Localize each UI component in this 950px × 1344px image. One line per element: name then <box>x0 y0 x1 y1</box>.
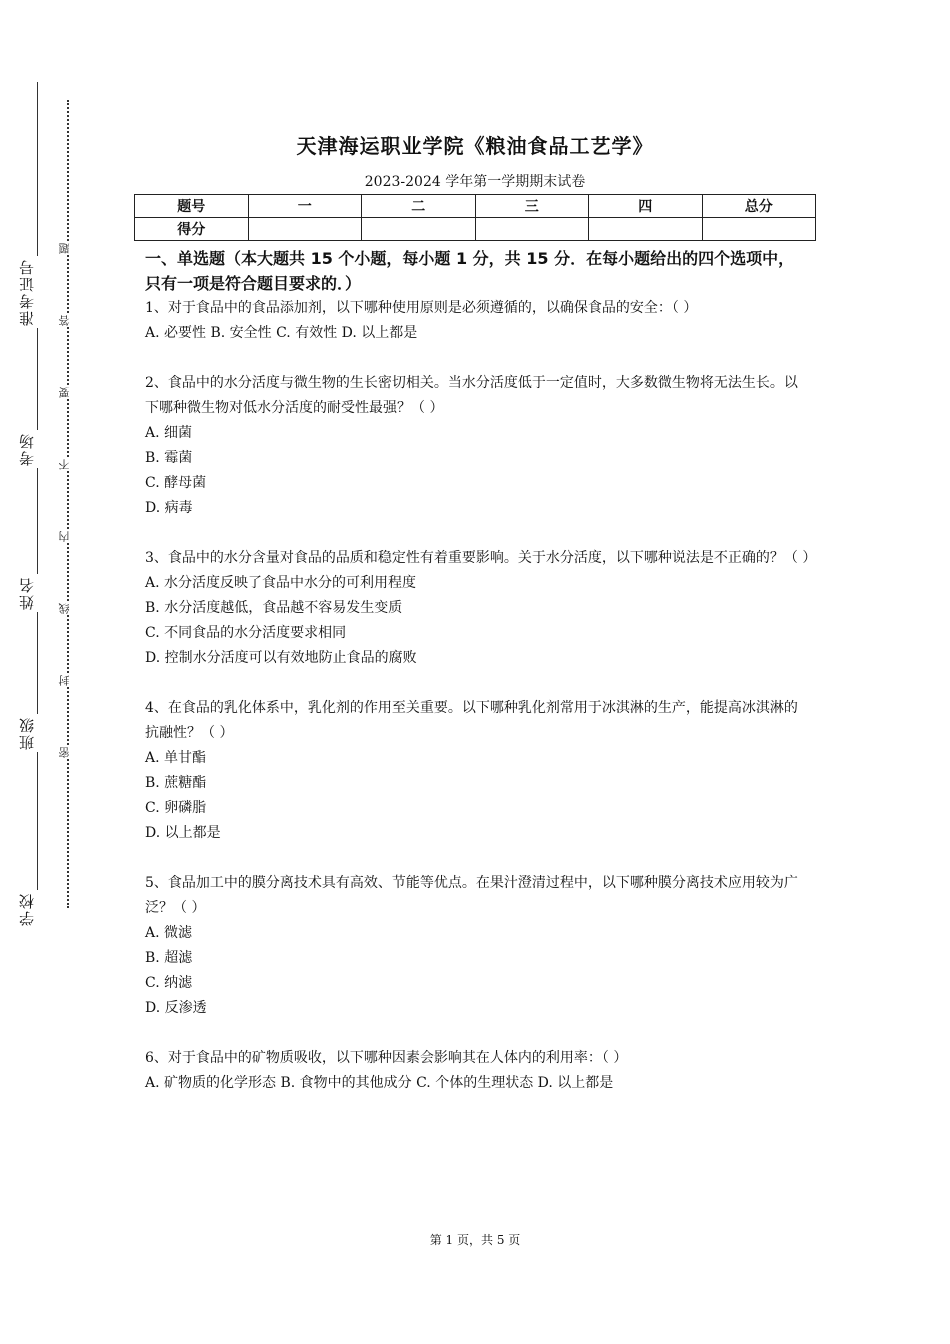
question-text: 1、对于食品中的食品添加剂，以下哪种使用原则是必须遵循的，以确保食品的安全：（ ） <box>145 300 698 316</box>
score-header-cell: 四 <box>589 195 703 218</box>
option-c: C. 酵母菌 <box>145 475 207 491</box>
option-d: D. 以上都是 <box>145 825 221 841</box>
score-header-cell: 总分 <box>702 195 816 218</box>
question-text: 2、食品中的水分活度与微生物的生长密切相关。当水分活度低于一定值时，大多数微生物将无法生长。以下哪种微生物对低水分活度的耐受性最强？（ ） <box>145 375 798 416</box>
question-options: A. 矿物质的化学形态 B. 食物中的其他成分 C. 个体的生理状态 D. 以上都是 <box>145 1075 614 1091</box>
binding-solid-line <box>37 82 38 927</box>
seal-char: 不 <box>59 459 77 470</box>
question-6 <box>145 1046 810 1096</box>
option-b: B. 水分活度越低，食品越不容易发生变质 <box>145 600 403 616</box>
school-label: 学校 <box>20 890 54 928</box>
option-c: C. 卵磷脂 <box>145 800 207 816</box>
option-a: A. 微滤 <box>145 925 193 941</box>
score-table <box>134 194 816 241</box>
question-3 <box>145 546 817 671</box>
score-table-score-row <box>135 218 816 241</box>
score-cell[interactable] <box>362 218 476 241</box>
score-cell[interactable] <box>475 218 589 241</box>
seal-char: 题 <box>59 243 77 254</box>
option-b: B. 蔗糖酯 <box>145 775 207 791</box>
page-footer: 第 1 页，共 5 页 <box>429 1233 521 1247</box>
question-5 <box>145 871 810 1021</box>
score-cell[interactable] <box>702 218 816 241</box>
exam-content <box>145 246 817 1096</box>
seal-char: 封 <box>59 675 77 686</box>
option-c: C. 纳滤 <box>145 975 193 991</box>
score-header-cell: 二 <box>362 195 476 218</box>
score-row-label: 得分 <box>135 218 249 241</box>
exam-room-label: 考场 <box>20 430 54 468</box>
question-1 <box>145 296 810 346</box>
option-d: D. 控制水分活度可以有效地防止食品的腐败 <box>145 650 417 666</box>
exam-number-label: 准考证号 <box>20 256 54 328</box>
option-c: C. 不同食品的水分活度要求相同 <box>145 625 347 641</box>
exam-subtitle: 2023-2024 学年第一学期期末试卷 <box>364 174 586 190</box>
seal-char: 内 <box>59 531 77 542</box>
binding-margin <box>0 0 110 1344</box>
score-cell[interactable] <box>589 218 703 241</box>
seal-char: 线 <box>59 603 77 614</box>
seal-char: 密 <box>59 747 77 758</box>
question-text: 4、在食品的乳化体系中，乳化剂的作用至关重要。以下哪种乳化剂常用于冰淇淋的生产，能提高冰淇淋的抗融性？（ ） <box>145 700 798 741</box>
question-text: 5、食品加工中的膜分离技术具有高效、节能等优点。在果汁澄清过程中，以下哪种膜分离技术应用较为广泛？（ ） <box>145 875 798 916</box>
option-d: D. 反渗透 <box>145 1000 207 1016</box>
option-d: D. 病毒 <box>145 500 193 516</box>
seal-char: 答 <box>59 315 77 326</box>
section-heading: 一、单选题（本大题共 15 个小题，每小题 1 分，共 15 分．在每小题给出的四个选项中，只有一项是符合题目要求的．） <box>145 249 795 293</box>
question-4 <box>145 696 810 846</box>
score-header-cell: 题号 <box>135 195 249 218</box>
question-text: 3、食品中的水分含量对食品的品质和稳定性有着重要影响。关于水分活度，以下哪种说法是不正确的？（ ） <box>145 550 817 566</box>
question-text: 6、对于食品中的矿物质吸收，以下哪种因素会影响其在人体内的利用率：（ ） <box>145 1050 628 1066</box>
option-b: B. 霉菌 <box>145 450 193 466</box>
option-a: A. 细菌 <box>145 425 193 441</box>
score-table-header-row <box>135 195 816 218</box>
binding-dotted-line <box>67 100 69 908</box>
exam-title: 天津海运职业学院《粮油食品工艺学》 <box>296 134 654 158</box>
score-header-cell: 三 <box>475 195 589 218</box>
name-label: 姓名 <box>20 574 54 612</box>
score-cell[interactable] <box>248 218 362 241</box>
option-a: A. 水分活度反映了食品中水分的可利用程度 <box>145 575 417 591</box>
class-label: 班级 <box>20 714 54 752</box>
option-b: B. 超滤 <box>145 950 193 966</box>
question-options: A. 必要性 B. 安全性 C. 有效性 D. 以上都是 <box>145 325 418 341</box>
question-2 <box>145 371 810 521</box>
option-a: A. 单甘酯 <box>145 750 207 766</box>
seal-char: 要 <box>59 387 77 398</box>
score-header-cell: 一 <box>248 195 362 218</box>
